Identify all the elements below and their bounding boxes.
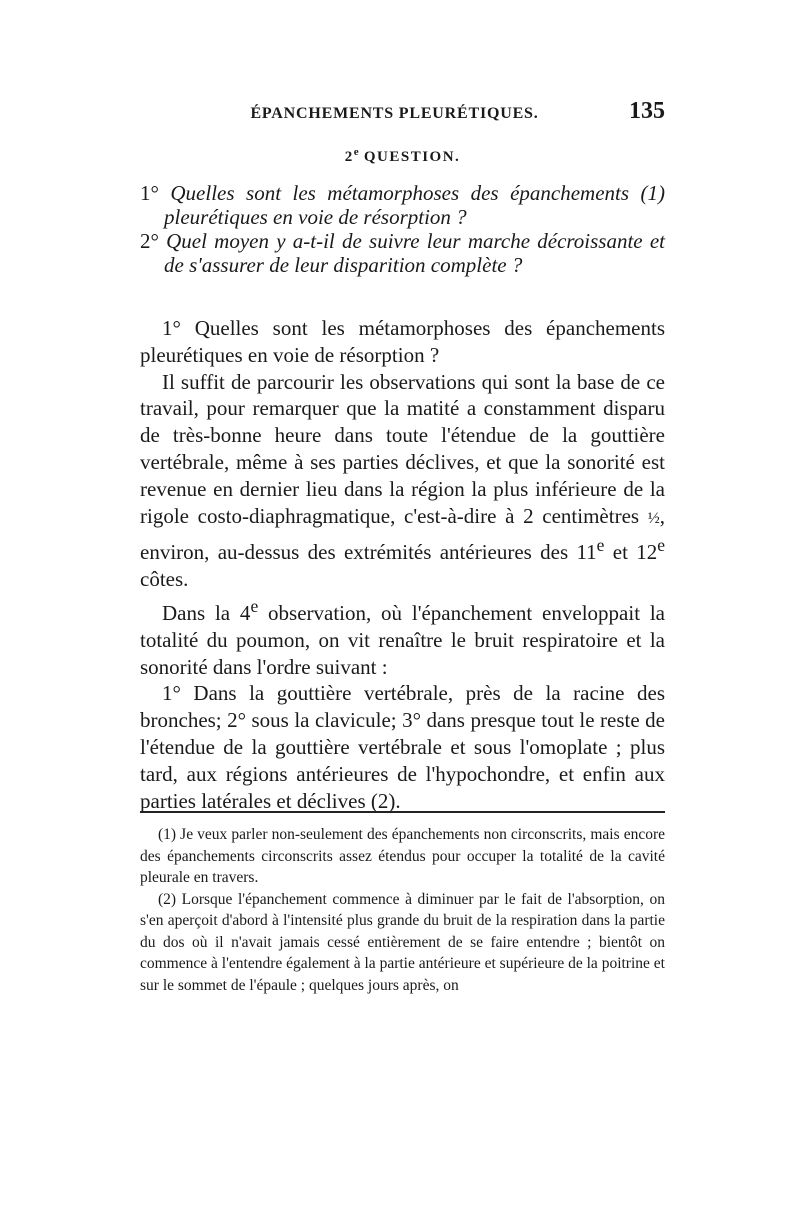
paragraph: 1° Dans la gouttière vertébrale, près de la racine des bronches; 2° sous la clavicule; 3° dans presque tout le reste de l'étendue de la gouttière vertébrale et sous l'omoplate ; plus tard, aux régions antérieures de l'hypochondre, et enfin aux parties latérales et déclives (2). [140,681,665,813]
paragraph [140,593,665,680]
footnote: (1) Je veux parler non-seulement des épanchements non circonscrits, mais encore des épanchements circonscrits assez étendus pour occuper la totalité de la cavité pleurale en travers. [140,826,665,886]
paragraph-text: Il suffit de parcourir les observations qui sont la base de ce travail, pour remarquer que la matité a constamment disparu de très-bonne heure dans toute l'étendue de la gouttière vertébrale, même à ses parties déclives, et que la sonorité est revenue en dernier lieu dans la région la plus inférieure de la rigole costo-diaphragmatique, c'est-à-dire à 2 centimètres [140,369,665,528]
footnote-rule [140,811,665,813]
paragraph-text: , environ, au-dessus des extrémités antérieures des 11 [140,503,665,565]
paragraph-text: et 12 [604,540,658,565]
question-item [140,181,665,229]
section-number: 2 [344,149,354,165]
paragraph-text: observation, où l'épanchement enveloppait la totalité du poumon, on vit renaître le bruit respiratoire et la sonorité dans l'ordre suivant : [140,600,665,679]
ordinal-suffix: e [596,535,605,556]
footnotes [140,824,665,996]
question-list [140,181,665,277]
paragraph: 1° Quelles sont les métamorphoses des épanchements pleurétiques en voie de résorption ? [140,316,665,367]
paragraph [140,369,665,593]
fraction: ½ [647,509,660,527]
section-title-text: QUESTION. [358,149,461,165]
question-text: Quel moyen y a-t-il de suivre leur marche décroissante et de s'assurer de leur disparition complète ? [164,229,666,277]
ordinal-suffix: e [657,535,665,556]
page-number: 135 [629,98,665,124]
section-title [140,146,665,166]
footnote: (2) Lorsque l'épanchement commence à diminuer par le fait de l'absorption, on s'en aperçoit d'abord à l'intensité plus grande du bruit de la respiration dans la partie du dos où il n'avait jamais cessé entièrement de se faire entendre ; bientôt on commence à l'entendre également à la partie antérieure et supérieure de la poitrine et sur le sommet de l'épaule ; quelques jours après, on [140,890,665,994]
question-number: 1° [140,181,159,205]
paragraph-text: côtes. [140,567,189,592]
question-item [140,229,665,277]
running-title: ÉPANCHEMENTS PLEURÉTIQUES. [250,105,539,122]
running-head [140,98,665,128]
question-number: 2° [140,229,159,253]
section-number-suffix: e [353,146,359,158]
body-text [140,315,665,814]
ordinal-suffix: e [250,595,259,616]
question-text: Quelles sont les métamorphoses des épanchements (1) pleurétiques en voie de résorption ? [164,181,665,229]
paragraph-text: Dans la 4 [162,600,251,625]
